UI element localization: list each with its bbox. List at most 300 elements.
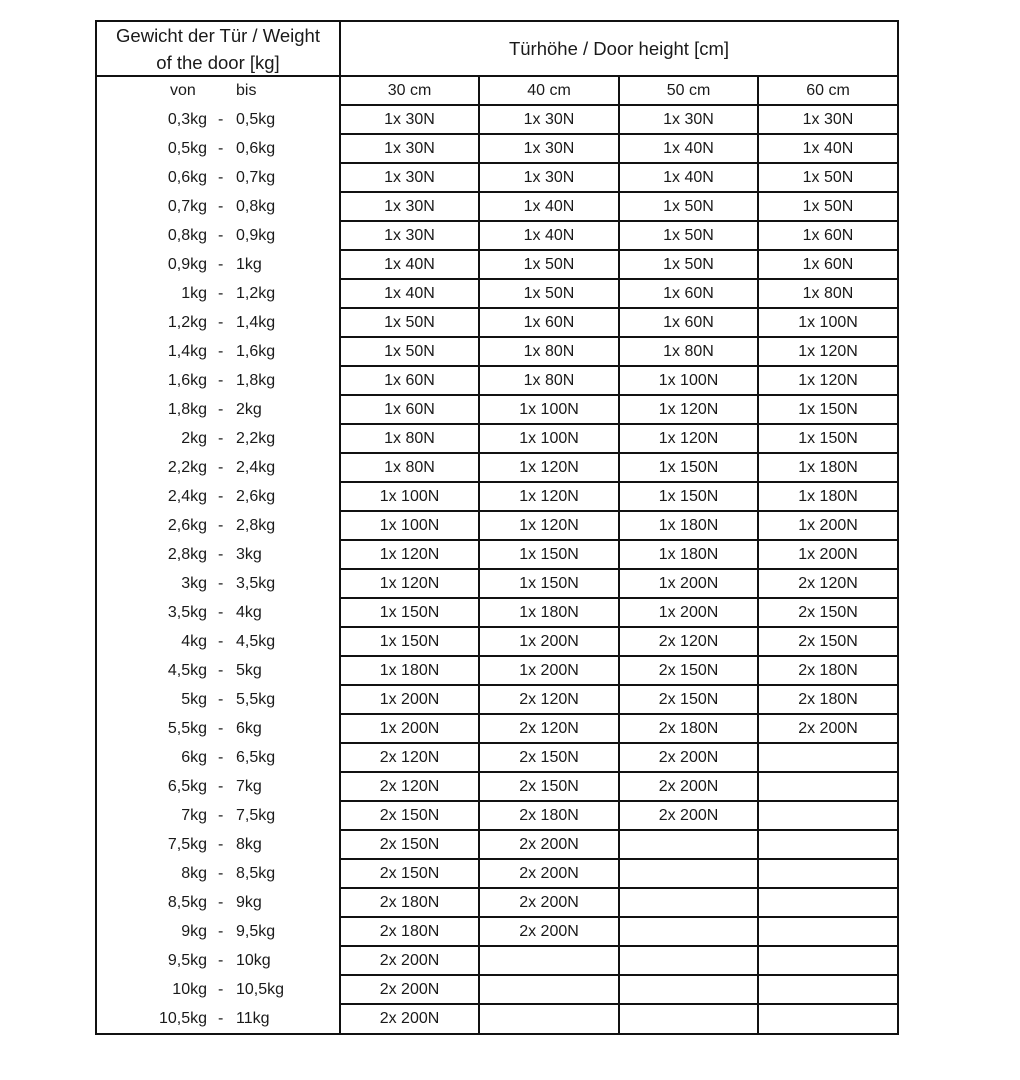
spring-force-cell bbox=[759, 860, 897, 887]
spring-force-cell: 2x 200N bbox=[798, 720, 858, 737]
spring-force-cell: 1x 180N bbox=[341, 657, 480, 684]
spring-force-cell: 1x 30N bbox=[480, 106, 620, 133]
weight-from: 6,5kg bbox=[167, 778, 207, 795]
range-separator: - bbox=[218, 488, 224, 505]
range-separator: - bbox=[218, 227, 224, 244]
range-separator: - bbox=[218, 314, 224, 331]
spring-force-cell: 1x 50N bbox=[480, 280, 620, 307]
weight-range-column bbox=[97, 77, 341, 1033]
to-label: bis bbox=[236, 82, 257, 99]
spring-force-cell bbox=[759, 889, 897, 916]
spring-force-cell: 1x 120N bbox=[620, 396, 759, 423]
spring-force-cell: 2x 200N bbox=[480, 831, 620, 858]
spring-force-cell bbox=[620, 947, 759, 974]
range-separator: - bbox=[218, 749, 224, 766]
spring-force-cell bbox=[759, 802, 897, 829]
range-separator: - bbox=[218, 633, 224, 650]
weight-to: 4,5kg bbox=[236, 633, 276, 650]
table-row bbox=[341, 222, 897, 251]
weight-range-row bbox=[97, 1005, 339, 1034]
spring-force-cell: 2x 200N bbox=[620, 744, 759, 771]
spring-force-cell: 2x 150N bbox=[341, 802, 480, 829]
spring-force-cell: 1x 100N bbox=[480, 396, 620, 423]
spring-force-cell: 1x 80N bbox=[341, 425, 480, 452]
spring-force-cell: 1x 60N bbox=[802, 256, 854, 273]
spring-force-cell: 1x 40N bbox=[802, 140, 854, 157]
spring-force-cell: 1x 30N bbox=[480, 164, 620, 191]
spring-force-cell: 2x 120N bbox=[480, 686, 620, 713]
range-separator: - bbox=[218, 662, 224, 679]
weight-range-row bbox=[97, 657, 339, 686]
spring-force-cell: 1x 50N bbox=[802, 169, 854, 186]
spring-force-cell: 1x 200N bbox=[480, 657, 620, 684]
spring-force-cell: 1x 80N bbox=[802, 285, 854, 302]
weight-from: 2,6kg bbox=[167, 517, 207, 534]
weight-to: 7kg bbox=[236, 778, 262, 795]
spring-force-cell: 1x 30N bbox=[620, 106, 759, 133]
table-row bbox=[341, 686, 897, 715]
spring-force-cell: 1x 30N bbox=[802, 111, 854, 128]
weight-from: 0,6kg bbox=[167, 169, 207, 186]
spring-force-cell bbox=[620, 860, 759, 887]
table-row bbox=[341, 309, 897, 338]
spring-force-cell: 1x 50N bbox=[802, 198, 854, 215]
range-separator: - bbox=[218, 778, 224, 795]
spring-force-cell: 1x 100N bbox=[480, 425, 620, 452]
weight-range-row bbox=[97, 541, 339, 570]
weight-from: 0,9kg bbox=[167, 256, 207, 273]
weight-from: 4,5kg bbox=[167, 662, 207, 679]
table-row bbox=[341, 715, 897, 744]
table-row bbox=[341, 831, 897, 860]
weight-range-row bbox=[97, 570, 339, 599]
spring-force-cell: 1x 40N bbox=[341, 280, 480, 307]
spring-force-cell bbox=[759, 1005, 897, 1034]
weight-to: 1kg bbox=[236, 256, 262, 273]
spring-force-cell: 2x 150N bbox=[341, 831, 480, 858]
spring-force-cell: 2x 200N bbox=[480, 918, 620, 945]
spring-force-cell: 2x 150N bbox=[341, 860, 480, 887]
spring-force-cell bbox=[480, 1005, 620, 1034]
weight-to: 10kg bbox=[236, 952, 271, 969]
spring-force-cell: 1x 200N bbox=[341, 715, 480, 742]
spring-force-cell bbox=[759, 744, 897, 771]
range-separator: - bbox=[218, 111, 224, 128]
table-row bbox=[341, 744, 897, 773]
spring-force-cell bbox=[620, 889, 759, 916]
spring-force-cell: 2x 200N bbox=[341, 947, 480, 974]
spring-force-cell: 1x 120N bbox=[798, 372, 858, 389]
spring-force-cell bbox=[759, 976, 897, 1003]
spring-force-cell bbox=[759, 947, 897, 974]
spring-force-cell: 1x 150N bbox=[620, 454, 759, 481]
spring-force-cell: 1x 200N bbox=[798, 546, 858, 563]
spring-force-cell: 1x 60N bbox=[802, 227, 854, 244]
table-row bbox=[341, 280, 897, 309]
spring-force-cell: 1x 120N bbox=[341, 570, 480, 597]
weight-range-row bbox=[97, 918, 339, 947]
spring-force-cell: 1x 30N bbox=[341, 222, 480, 249]
weight-range-row bbox=[97, 338, 339, 367]
table-row bbox=[341, 570, 897, 599]
weight-to: 3,5kg bbox=[236, 575, 276, 592]
range-separator: - bbox=[218, 198, 224, 215]
weight-from: 10kg bbox=[172, 981, 207, 998]
range-separator: - bbox=[218, 256, 224, 273]
spring-force-cell: 1x 100N bbox=[620, 367, 759, 394]
weight-range-header-row bbox=[97, 77, 339, 106]
spring-force-cell: 2x 180N bbox=[798, 662, 858, 679]
weight-to: 11kg bbox=[236, 1010, 270, 1027]
weight-to: 1,2kg bbox=[236, 285, 276, 302]
spring-force-cell: 2x 150N bbox=[798, 633, 858, 650]
weight-range-row bbox=[97, 976, 339, 1005]
weight-range-row bbox=[97, 425, 339, 454]
spring-force-cell: 1x 120N bbox=[341, 541, 480, 568]
weight-to: 5,5kg bbox=[236, 691, 276, 708]
column-header-50cm: 50 cm bbox=[620, 77, 759, 104]
weight-from: 9,5kg bbox=[167, 952, 207, 969]
weight-to: 4kg bbox=[236, 604, 262, 621]
spring-force-cell: 1x 50N bbox=[341, 309, 480, 336]
spring-force-cell: 2x 120N bbox=[798, 575, 858, 592]
range-separator: - bbox=[218, 372, 224, 389]
weight-range-row bbox=[97, 512, 339, 541]
weight-range-row bbox=[97, 367, 339, 396]
table-row bbox=[341, 425, 897, 454]
spring-force-cell: 1x 150N bbox=[798, 430, 858, 447]
weight-header-cell bbox=[97, 22, 341, 77]
column-header-40cm: 40 cm bbox=[480, 77, 620, 104]
weight-header-line2: of the door [kg] bbox=[156, 52, 280, 73]
spring-force-cell: 1x 180N bbox=[798, 459, 858, 476]
spring-force-grid bbox=[341, 77, 897, 1033]
weight-from: 8kg bbox=[181, 865, 207, 882]
door-height-header: Türhöhe / Door height [cm] bbox=[508, 38, 730, 59]
spring-force-cell: 1x 180N bbox=[620, 541, 759, 568]
weight-range-row bbox=[97, 280, 339, 309]
weight-range-row bbox=[97, 222, 339, 251]
table-row bbox=[341, 1005, 897, 1034]
spring-force-cell: 1x 40N bbox=[620, 164, 759, 191]
weight-range-row bbox=[97, 744, 339, 773]
weight-to: 2kg bbox=[236, 401, 262, 418]
range-separator: - bbox=[218, 459, 224, 476]
spring-force-cell: 1x 60N bbox=[341, 396, 480, 423]
weight-range-row bbox=[97, 889, 339, 918]
table-row bbox=[341, 976, 897, 1005]
spring-force-cell: 1x 50N bbox=[620, 193, 759, 220]
range-separator: - bbox=[218, 952, 224, 969]
spring-force-cell bbox=[480, 947, 620, 974]
spring-force-cell: 1x 30N bbox=[341, 193, 480, 220]
weight-range-row bbox=[97, 947, 339, 976]
spring-force-cell: 1x 30N bbox=[341, 164, 480, 191]
weight-from: 6kg bbox=[181, 749, 207, 766]
weight-to: 1,8kg bbox=[236, 372, 276, 389]
spring-force-cell: 1x 200N bbox=[798, 517, 858, 534]
table-row bbox=[341, 860, 897, 889]
spring-force-cell: 1x 40N bbox=[620, 135, 759, 162]
weight-range-row bbox=[97, 802, 339, 831]
spring-force-cell: 2x 200N bbox=[620, 773, 759, 800]
spring-force-cell: 2x 180N bbox=[798, 691, 858, 708]
weight-from: 1,8kg bbox=[167, 401, 207, 418]
spring-force-cell: 1x 50N bbox=[620, 222, 759, 249]
weight-range-row bbox=[97, 454, 339, 483]
weight-to: 8kg bbox=[236, 836, 262, 853]
column-header-30cm: 30 cm bbox=[341, 77, 480, 104]
spring-force-cell: 1x 50N bbox=[620, 251, 759, 278]
spring-force-cell: 1x 150N bbox=[480, 541, 620, 568]
spring-force-cell: 2x 180N bbox=[480, 802, 620, 829]
spring-force-cell: 1x 180N bbox=[620, 512, 759, 539]
table-row bbox=[341, 164, 897, 193]
weight-from: 2,2kg bbox=[167, 459, 207, 476]
spring-force-cell bbox=[759, 918, 897, 945]
weight-to: 2,6kg bbox=[236, 488, 276, 505]
range-separator: - bbox=[218, 1010, 224, 1027]
weight-from: 4kg bbox=[181, 633, 207, 650]
spring-force-cell: 1x 200N bbox=[620, 570, 759, 597]
range-separator: - bbox=[218, 720, 224, 737]
weight-range-row bbox=[97, 599, 339, 628]
table-row bbox=[341, 802, 897, 831]
spring-force-cell: 1x 180N bbox=[798, 488, 858, 505]
table-row bbox=[341, 657, 897, 686]
weight-to: 0,5kg bbox=[236, 111, 276, 128]
range-separator: - bbox=[218, 923, 224, 940]
weight-range-row bbox=[97, 106, 339, 135]
weight-from: 10,5kg bbox=[158, 1010, 207, 1027]
spring-force-cell: 1x 30N bbox=[341, 106, 480, 133]
spring-force-cell: 2x 200N bbox=[480, 889, 620, 916]
spring-force-cell bbox=[759, 773, 897, 800]
spring-force-cell: 2x 120N bbox=[620, 628, 759, 655]
table-row bbox=[341, 367, 897, 396]
spring-force-cell: 1x 120N bbox=[480, 454, 620, 481]
column-header-row bbox=[341, 77, 897, 106]
range-separator: - bbox=[218, 343, 224, 360]
spring-force-cell: 1x 40N bbox=[341, 251, 480, 278]
spring-force-cell: 2x 150N bbox=[480, 744, 620, 771]
range-separator: - bbox=[218, 836, 224, 853]
weight-to: 0,7kg bbox=[236, 169, 276, 186]
weight-from: 1kg bbox=[181, 285, 207, 302]
table-row bbox=[341, 889, 897, 918]
weight-from: 8,5kg bbox=[167, 894, 207, 911]
weight-range-row bbox=[97, 251, 339, 280]
weight-to: 5kg bbox=[236, 662, 262, 679]
table-row bbox=[341, 251, 897, 280]
weight-to: 10,5kg bbox=[236, 981, 285, 998]
weight-to: 0,8kg bbox=[236, 198, 276, 215]
weight-range-row bbox=[97, 628, 339, 657]
weight-range-row bbox=[97, 483, 339, 512]
spring-force-cell: 2x 200N bbox=[341, 976, 480, 1003]
spring-force-cell: 1x 120N bbox=[620, 425, 759, 452]
weight-range-row bbox=[97, 686, 339, 715]
table-row bbox=[341, 541, 897, 570]
table-row bbox=[341, 918, 897, 947]
table-row bbox=[341, 512, 897, 541]
weight-to: 7,5kg bbox=[236, 807, 276, 824]
range-separator: - bbox=[218, 285, 224, 302]
spring-force-cell: 1x 80N bbox=[620, 338, 759, 365]
spring-force-cell: 1x 180N bbox=[480, 599, 620, 626]
spring-force-cell bbox=[759, 831, 897, 858]
spring-force-cell: 1x 40N bbox=[480, 222, 620, 249]
weight-to: 0,6kg bbox=[236, 140, 276, 157]
spring-force-cell: 1x 50N bbox=[480, 251, 620, 278]
weight-from: 3kg bbox=[181, 575, 207, 592]
spring-force-cell: 1x 30N bbox=[480, 135, 620, 162]
spring-force-cell: 2x 120N bbox=[341, 744, 480, 771]
weight-from: 7kg bbox=[181, 807, 207, 824]
range-separator: - bbox=[218, 546, 224, 563]
table-row bbox=[341, 106, 897, 135]
spring-force-cell: 2x 120N bbox=[480, 715, 620, 742]
spring-force-cell: 1x 40N bbox=[480, 193, 620, 220]
spring-force-cell: 2x 200N bbox=[341, 1005, 480, 1034]
door-weight-table bbox=[95, 20, 899, 1035]
spring-force-cell: 1x 150N bbox=[798, 401, 858, 418]
spring-force-cell: 1x 150N bbox=[620, 483, 759, 510]
table-row bbox=[341, 773, 897, 802]
range-separator: - bbox=[218, 430, 224, 447]
spring-force-cell bbox=[620, 831, 759, 858]
spring-force-cell: 1x 100N bbox=[341, 512, 480, 539]
range-separator: - bbox=[218, 865, 224, 882]
spring-force-cell: 1x 150N bbox=[341, 599, 480, 626]
spring-force-cell: 2x 150N bbox=[620, 657, 759, 684]
from-label: von bbox=[170, 82, 196, 99]
weight-to: 0,9kg bbox=[236, 227, 276, 244]
spring-force-cell: 2x 150N bbox=[480, 773, 620, 800]
weight-to: 6,5kg bbox=[236, 749, 276, 766]
spring-force-cell: 1x 100N bbox=[341, 483, 480, 510]
weight-header-line1: Gewicht der Tür / Weight bbox=[116, 25, 320, 46]
weight-from: 9kg bbox=[181, 923, 207, 940]
weight-from: 2,8kg bbox=[167, 546, 207, 563]
spring-force-cell: 1x 120N bbox=[480, 483, 620, 510]
weight-range-row bbox=[97, 396, 339, 425]
spring-force-cell: 1x 60N bbox=[620, 280, 759, 307]
weight-range-row bbox=[97, 164, 339, 193]
weight-to: 2,2kg bbox=[236, 430, 276, 447]
spring-force-cell: 2x 150N bbox=[798, 604, 858, 621]
spring-force-cell bbox=[480, 976, 620, 1003]
range-separator: - bbox=[218, 575, 224, 592]
weight-to: 8,5kg bbox=[236, 865, 276, 882]
weight-range-row bbox=[97, 831, 339, 860]
weight-from: 0,5kg bbox=[167, 140, 207, 157]
spring-force-cell: 2x 200N bbox=[620, 802, 759, 829]
range-separator: - bbox=[218, 517, 224, 534]
spring-force-cell: 1x 200N bbox=[620, 599, 759, 626]
spring-force-cell: 1x 30N bbox=[341, 135, 480, 162]
spring-force-cell: 1x 80N bbox=[341, 454, 480, 481]
range-separator: - bbox=[218, 604, 224, 621]
range-separator: - bbox=[218, 169, 224, 186]
weight-range-row bbox=[97, 715, 339, 744]
door-height-header-cell bbox=[341, 22, 897, 77]
weight-from: 1,2kg bbox=[167, 314, 207, 331]
weight-to: 2,8kg bbox=[236, 517, 276, 534]
spring-force-cell: 2x 180N bbox=[620, 715, 759, 742]
range-separator: - bbox=[218, 401, 224, 418]
weight-from: 1,6kg bbox=[167, 372, 207, 389]
range-separator: - bbox=[218, 691, 224, 708]
weight-from: 2kg bbox=[181, 430, 207, 447]
spring-force-cell: 1x 60N bbox=[341, 367, 480, 394]
spring-force-cell: 2x 150N bbox=[620, 686, 759, 713]
weight-to: 2,4kg bbox=[236, 459, 276, 476]
table-row bbox=[341, 628, 897, 657]
table-row bbox=[341, 135, 897, 164]
table-row bbox=[341, 454, 897, 483]
weight-from: 0,8kg bbox=[167, 227, 207, 244]
range-separator: - bbox=[218, 894, 224, 911]
spring-force-cell bbox=[620, 918, 759, 945]
weight-from: 1,4kg bbox=[167, 343, 207, 360]
spring-force-cell: 2x 180N bbox=[341, 889, 480, 916]
weight-to: 9,5kg bbox=[236, 923, 276, 940]
spring-force-cell: 1x 150N bbox=[341, 628, 480, 655]
weight-to: 6kg bbox=[236, 720, 262, 737]
spring-force-cell: 2x 180N bbox=[341, 918, 480, 945]
spring-force-cell: 1x 80N bbox=[480, 338, 620, 365]
table-row bbox=[341, 396, 897, 425]
spring-force-cell: 2x 120N bbox=[341, 773, 480, 800]
spring-force-cell: 1x 120N bbox=[480, 512, 620, 539]
spring-force-cell: 1x 120N bbox=[798, 343, 858, 360]
weight-from: 5kg bbox=[181, 691, 207, 708]
weight-range-row bbox=[97, 773, 339, 802]
weight-from: 3,5kg bbox=[167, 604, 207, 621]
spring-force-cell: 1x 200N bbox=[480, 628, 620, 655]
range-separator: - bbox=[218, 981, 224, 998]
spring-force-cell: 1x 150N bbox=[480, 570, 620, 597]
spring-force-cell bbox=[620, 1005, 759, 1034]
table-row bbox=[341, 338, 897, 367]
spring-force-cell: 1x 100N bbox=[798, 314, 858, 331]
weight-from: 2,4kg bbox=[167, 488, 207, 505]
weight-range-row bbox=[97, 193, 339, 222]
table-row bbox=[341, 599, 897, 628]
spring-force-cell: 1x 60N bbox=[620, 309, 759, 336]
range-separator: - bbox=[218, 140, 224, 157]
spring-force-cell bbox=[620, 976, 759, 1003]
spring-force-cell: 1x 50N bbox=[341, 338, 480, 365]
weight-to: 1,6kg bbox=[236, 343, 276, 360]
weight-range-row bbox=[97, 309, 339, 338]
weight-range-row bbox=[97, 860, 339, 889]
spring-force-cell: 1x 200N bbox=[341, 686, 480, 713]
weight-from: 0,3kg bbox=[167, 111, 207, 128]
table-row bbox=[341, 947, 897, 976]
weight-from: 7,5kg bbox=[167, 836, 207, 853]
table-row bbox=[341, 193, 897, 222]
table-row bbox=[341, 483, 897, 512]
range-separator: - bbox=[218, 807, 224, 824]
column-header-60cm: 60 cm bbox=[806, 82, 850, 99]
weight-to: 3kg bbox=[236, 546, 262, 563]
spring-force-cell: 1x 60N bbox=[480, 309, 620, 336]
weight-range-row bbox=[97, 135, 339, 164]
weight-to: 9kg bbox=[236, 894, 262, 911]
spring-force-cell: 2x 200N bbox=[480, 860, 620, 887]
